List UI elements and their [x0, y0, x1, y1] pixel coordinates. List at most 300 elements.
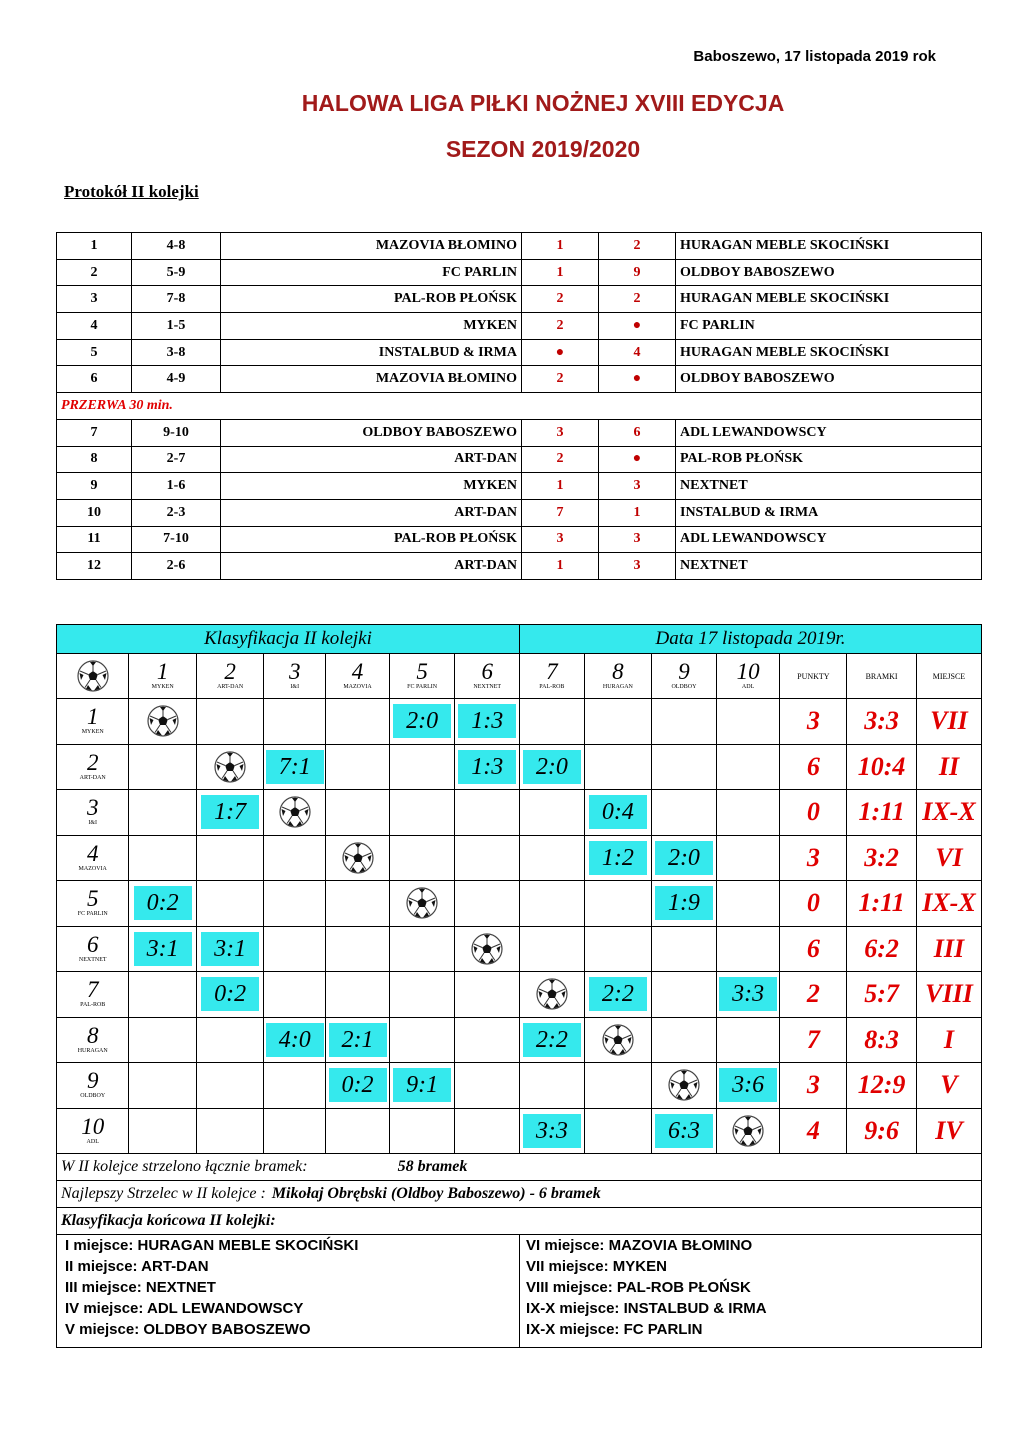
stat-header-pts: PUNKTY — [780, 654, 847, 699]
team-place: VIII — [916, 972, 981, 1018]
home-score: 7 — [522, 499, 599, 526]
team-short-name: MYKEN — [151, 684, 174, 690]
match-pairing: 2-6 — [132, 553, 221, 580]
match-result: 9:1 — [393, 1068, 451, 1102]
team-row — [57, 699, 982, 745]
team-number: 6 — [481, 659, 493, 684]
final-classification-row — [57, 1235, 982, 1348]
result-cell — [520, 699, 585, 745]
result-cell — [455, 1108, 520, 1154]
result-cell — [584, 1108, 651, 1154]
result-cell — [584, 972, 651, 1018]
team-number: 6 — [86, 931, 99, 957]
matches-table — [56, 232, 982, 580]
result-cell — [716, 790, 780, 836]
result-cell — [716, 744, 780, 790]
away-team: HURAGAN MEBLE SKOCIŃSKI — [676, 233, 982, 260]
home-team: ART-DAN — [221, 553, 522, 580]
home-team: MAZOVIA BŁOMINO — [221, 366, 522, 393]
result-cell — [196, 1017, 263, 1063]
team-pts: 6 — [780, 926, 847, 972]
match-result: 0:2 — [134, 886, 192, 920]
team-goals: 12:9 — [847, 1063, 917, 1109]
result-cell — [196, 926, 263, 972]
team-pts: 2 — [780, 972, 847, 1018]
result-cell — [652, 926, 717, 972]
result-cell — [129, 835, 196, 881]
match-result: 1:7 — [201, 795, 259, 829]
result-cell — [264, 1063, 326, 1109]
match-number: 12 — [57, 553, 132, 580]
soccer-ball-icon — [668, 1069, 700, 1101]
final-place-line: III miejsce: NEXTNET — [65, 1279, 216, 1296]
result-cell — [584, 1063, 651, 1109]
away-score: 1 — [599, 499, 676, 526]
result-cell — [520, 1108, 585, 1154]
team-row — [57, 972, 982, 1018]
result-cell — [129, 744, 196, 790]
team-row — [57, 1063, 982, 1109]
row-header-team — [57, 790, 129, 836]
classification-date: Data 17 listopada 2019r. — [520, 625, 982, 654]
result-cell — [455, 1017, 520, 1063]
match-result: 0:2 — [201, 977, 259, 1011]
match-number: 9 — [57, 473, 132, 500]
result-cell — [520, 790, 585, 836]
classification-header-row — [57, 625, 982, 654]
team-pts: 0 — [780, 790, 847, 836]
result-cell — [520, 881, 585, 927]
result-cell — [652, 1017, 717, 1063]
row-header-team — [57, 699, 129, 745]
match-number: 1 — [57, 233, 132, 260]
result-cell — [326, 926, 390, 972]
away-team: INSTALBUD & IRMA — [676, 499, 982, 526]
team-number: 7 — [86, 977, 99, 1003]
team-short-name: FC PARLIN — [77, 911, 108, 918]
result-cell — [652, 790, 717, 836]
final-place-line: V miejsce: OLDBOY BABOSZEWO — [65, 1321, 311, 1338]
match-result: 1:2 — [589, 841, 647, 875]
result-cell — [196, 744, 263, 790]
team-short-name: OLDBOY — [80, 1093, 106, 1100]
home-score: 3 — [522, 526, 599, 553]
result-cell — [196, 881, 263, 927]
corner-cell — [57, 654, 129, 699]
match-result: 2:0 — [523, 750, 581, 784]
match-row — [57, 419, 982, 446]
column-header-team — [264, 654, 326, 699]
away-score: 3 — [599, 473, 676, 500]
team-short-name: PAL-ROB — [539, 684, 565, 690]
match-result: 2:1 — [329, 1023, 387, 1057]
result-cell — [326, 881, 390, 927]
team-pts: 0 — [780, 881, 847, 927]
home-score: 1 — [522, 259, 599, 286]
result-cell — [196, 1063, 263, 1109]
team-number: 5 — [86, 886, 99, 912]
match-row — [57, 553, 982, 580]
team-number: 9 — [86, 1068, 99, 1094]
team-pts: 3 — [780, 1063, 847, 1109]
column-header-team — [326, 654, 390, 699]
column-header-team — [455, 654, 520, 699]
team-goals: 9:6 — [847, 1108, 917, 1154]
team-number: 8 — [612, 659, 624, 684]
stat-header-place: MIEJSCE — [916, 654, 981, 699]
match-result: 2:2 — [589, 977, 647, 1011]
protocol-title: Protokół II kolejki — [64, 182, 199, 201]
team-number: 2 — [224, 659, 236, 684]
result-cell — [716, 881, 780, 927]
home-score: 1 — [522, 233, 599, 260]
away-team: ADL LEWANDOWSCY — [676, 419, 982, 446]
team-number: 1 — [86, 704, 99, 730]
team-row — [57, 926, 982, 972]
result-cell — [520, 926, 585, 972]
column-header-team — [520, 654, 585, 699]
result-cell — [264, 1108, 326, 1154]
match-result: 2:2 — [523, 1023, 581, 1057]
match-result: 7:1 — [266, 750, 324, 784]
team-short-name: I&I — [88, 820, 98, 827]
result-cell — [129, 926, 196, 972]
final-right — [520, 1235, 982, 1348]
team-row — [57, 1017, 982, 1063]
home-score: 2 — [522, 366, 599, 393]
match-number: 10 — [57, 499, 132, 526]
result-cell — [455, 699, 520, 745]
team-short-name: HURAGAN — [77, 1047, 108, 1054]
home-score: 2 — [522, 313, 599, 340]
home-team: PAL-ROB PŁOŃSK — [221, 526, 522, 553]
away-score: 3 — [599, 553, 676, 580]
result-cell — [326, 835, 390, 881]
final-place-line: IX-X miejsce: FC PARLIN — [526, 1321, 703, 1338]
result-cell — [389, 744, 455, 790]
match-result: 3:1 — [134, 932, 192, 966]
away-score: 2 — [599, 233, 676, 260]
match-row — [57, 526, 982, 553]
match-pairing: 2-3 — [132, 499, 221, 526]
team-pts: 3 — [780, 835, 847, 881]
result-cell — [129, 699, 196, 745]
total-goals-value: 58 bramek — [397, 1158, 468, 1175]
away-score: ● — [599, 366, 676, 393]
soccer-ball-icon — [406, 887, 438, 919]
result-cell — [326, 1108, 390, 1154]
team-row — [57, 835, 982, 881]
top-scorer-row — [57, 1181, 982, 1208]
away-score: 9 — [599, 259, 676, 286]
result-cell — [389, 881, 455, 927]
result-cell — [389, 790, 455, 836]
away-team: OLDBOY BABOSZEWO — [676, 259, 982, 286]
title-league: HALOWA LIGA PIŁKI NOŻNEJ XVIII EDYCJA — [301, 90, 785, 116]
result-cell — [455, 790, 520, 836]
result-cell — [652, 835, 717, 881]
top-scorer-label: Najlepszy Strzelec w II kolejce : — [61, 1185, 266, 1202]
team-short-name: MAZOVIA — [343, 684, 372, 690]
team-place: II — [916, 744, 981, 790]
team-goals: 10:4 — [847, 744, 917, 790]
row-header-team — [57, 926, 129, 972]
result-cell — [652, 972, 717, 1018]
match-result: 1:3 — [458, 750, 516, 784]
top-scorer — [57, 1181, 982, 1208]
column-header-team — [389, 654, 455, 699]
result-cell — [584, 744, 651, 790]
match-result: 0:4 — [589, 795, 647, 829]
team-short-name: MAZOVIA — [78, 865, 107, 872]
final-place-line: IX-X miejsce: INSTALBUD & IRMA — [526, 1300, 767, 1317]
match-pairing: 7-8 — [132, 286, 221, 313]
result-cell — [389, 1063, 455, 1109]
team-short-name: OLDBOY — [671, 684, 697, 690]
result-cell — [264, 699, 326, 745]
soccer-ball-icon — [471, 933, 503, 965]
final-title-row — [57, 1208, 982, 1235]
result-cell — [652, 1063, 717, 1109]
home-team: INSTALBUD & IRMA — [221, 339, 522, 366]
match-number: 7 — [57, 419, 132, 446]
home-score: 3 — [522, 419, 599, 446]
result-cell — [389, 1108, 455, 1154]
away-score: ● — [599, 313, 676, 340]
away-score: 4 — [599, 339, 676, 366]
team-goals: 1:11 — [847, 881, 917, 927]
result-cell — [455, 972, 520, 1018]
result-cell — [389, 699, 455, 745]
result-cell — [389, 926, 455, 972]
team-number: 2 — [86, 749, 99, 775]
match-number: 6 — [57, 366, 132, 393]
result-cell — [716, 926, 780, 972]
team-goals: 5:7 — [847, 972, 917, 1018]
final-left — [57, 1235, 520, 1348]
result-cell — [389, 1017, 455, 1063]
result-cell — [584, 881, 651, 927]
final-place-line: IV miejsce: ADL LEWANDOWSCY — [65, 1300, 304, 1317]
team-pts: 3 — [780, 699, 847, 745]
team-pts: 4 — [780, 1108, 847, 1154]
away-score: 2 — [599, 286, 676, 313]
result-cell — [652, 1108, 717, 1154]
team-row — [57, 790, 982, 836]
team-goals: 6:2 — [847, 926, 917, 972]
team-number: 10 — [81, 1113, 105, 1139]
match-row — [57, 259, 982, 286]
team-place: IV — [916, 1108, 981, 1154]
stat-header-goals: BRAMKI — [847, 654, 917, 699]
result-cell — [264, 790, 326, 836]
team-goals: 3:2 — [847, 835, 917, 881]
home-score: 2 — [522, 446, 599, 473]
result-cell — [520, 835, 585, 881]
team-place: VI — [916, 835, 981, 881]
soccer-ball-icon — [602, 1024, 634, 1056]
match-result: 2:0 — [655, 841, 713, 875]
result-cell — [455, 1063, 520, 1109]
result-cell — [129, 972, 196, 1018]
match-result: 0:2 — [329, 1068, 387, 1102]
column-header-team — [716, 654, 780, 699]
result-cell — [652, 699, 717, 745]
result-cell — [389, 972, 455, 1018]
result-cell — [264, 1017, 326, 1063]
team-number: 10 — [736, 659, 760, 684]
row-header-team — [57, 1063, 129, 1109]
result-cell — [716, 835, 780, 881]
result-cell — [584, 699, 651, 745]
break-row — [57, 393, 982, 420]
match-result: 2:0 — [393, 704, 451, 738]
team-row — [57, 744, 982, 790]
team-number: 4 — [351, 659, 364, 684]
team-short-name: FC PARLIN — [407, 684, 438, 690]
break-label: PRZERWA 30 min. — [57, 393, 982, 420]
result-cell — [326, 790, 390, 836]
home-score: 1 — [522, 473, 599, 500]
home-team: PAL-ROB PŁOŃSK — [221, 286, 522, 313]
team-pts: 7 — [780, 1017, 847, 1063]
away-team: FC PARLIN — [676, 313, 982, 340]
match-row — [57, 473, 982, 500]
soccer-ball-icon — [536, 978, 568, 1010]
away-team: NEXTNET — [676, 473, 982, 500]
match-result: 3:3 — [719, 977, 777, 1011]
result-cell — [652, 744, 717, 790]
result-cell — [716, 972, 780, 1018]
result-cell — [520, 972, 585, 1018]
result-cell — [455, 835, 520, 881]
match-number: 5 — [57, 339, 132, 366]
result-cell — [326, 972, 390, 1018]
result-cell — [129, 881, 196, 927]
row-header-team — [57, 835, 129, 881]
match-result: 3:3 — [523, 1114, 581, 1148]
title-season: SEZON 2019/2020 — [445, 136, 641, 162]
away-score: 6 — [599, 419, 676, 446]
match-pairing: 4-9 — [132, 366, 221, 393]
result-cell — [326, 1063, 390, 1109]
soccer-ball-icon — [342, 842, 374, 874]
away-team: PAL-ROB PŁOŃSK — [676, 446, 982, 473]
final-place-line: I miejsce: HURAGAN MEBLE SKOCIŃSKI — [65, 1237, 359, 1254]
result-cell — [196, 835, 263, 881]
team-row — [57, 1108, 982, 1154]
team-short-name: PAL-ROB — [80, 1002, 106, 1009]
result-cell — [455, 744, 520, 790]
team-place: III — [916, 926, 981, 972]
result-cell — [584, 926, 651, 972]
row-header-team — [57, 1017, 129, 1063]
result-cell — [196, 699, 263, 745]
team-number: 3 — [289, 659, 301, 684]
match-pairing: 9-10 — [132, 419, 221, 446]
result-cell — [520, 1063, 585, 1109]
result-cell — [264, 881, 326, 927]
away-team: HURAGAN MEBLE SKOCIŃSKI — [676, 339, 982, 366]
place-date: Baboszewo, 17 listopada 2019 rok — [693, 48, 936, 65]
result-cell — [584, 790, 651, 836]
result-cell — [652, 881, 717, 927]
result-cell — [455, 926, 520, 972]
away-team: NEXTNET — [676, 553, 982, 580]
result-cell — [264, 744, 326, 790]
team-goals: 3:3 — [847, 699, 917, 745]
match-number: 11 — [57, 526, 132, 553]
row-header-team — [57, 744, 129, 790]
team-number: 5 — [416, 659, 428, 684]
total-goals-label-text: W II kolejce strzelono łącznie bramek: — [61, 1158, 308, 1175]
team-goals: 8:3 — [847, 1017, 917, 1063]
match-result: 1:3 — [458, 704, 516, 738]
match-number: 2 — [57, 259, 132, 286]
top-scorer-value: Mikołaj Obrębski (Oldboy Baboszewo) - 6 bramek — [271, 1185, 601, 1202]
result-cell — [129, 1017, 196, 1063]
match-row — [57, 499, 982, 526]
home-team: MAZOVIA BŁOMINO — [221, 233, 522, 260]
team-row — [57, 881, 982, 927]
result-cell — [129, 790, 196, 836]
match-number: 8 — [57, 446, 132, 473]
soccer-ball-icon — [147, 705, 179, 737]
match-result: 3:1 — [201, 932, 259, 966]
column-header-team — [584, 654, 651, 699]
team-short-name: ART-DAN — [217, 684, 244, 690]
result-cell — [264, 972, 326, 1018]
soccer-ball-icon — [77, 660, 109, 692]
team-short-name: ADL — [86, 1138, 99, 1145]
team-number: 3 — [86, 795, 99, 821]
match-pairing: 1-5 — [132, 313, 221, 340]
match-pairing: 7-10 — [132, 526, 221, 553]
match-row — [57, 366, 982, 393]
row-header-team — [57, 972, 129, 1018]
home-team: FC PARLIN — [221, 259, 522, 286]
match-pairing: 3-8 — [132, 339, 221, 366]
row-header-team — [57, 881, 129, 927]
result-cell — [520, 1017, 585, 1063]
column-header-row — [57, 654, 982, 699]
match-row — [57, 286, 982, 313]
result-cell — [389, 835, 455, 881]
team-goals: 1:11 — [847, 790, 917, 836]
team-place: V — [916, 1063, 981, 1109]
match-result: 4:0 — [266, 1023, 324, 1057]
away-score: 3 — [599, 526, 676, 553]
result-cell — [264, 926, 326, 972]
result-cell — [196, 1108, 263, 1154]
away-score: ● — [599, 446, 676, 473]
match-number: 3 — [57, 286, 132, 313]
team-place: IX-X — [916, 790, 981, 836]
team-pts: 6 — [780, 744, 847, 790]
column-header-team — [652, 654, 717, 699]
team-short-name: ADL — [741, 684, 755, 690]
team-short-name: I&I — [290, 684, 300, 690]
away-team: OLDBOY BABOSZEWO — [676, 366, 982, 393]
match-result: 1:9 — [655, 886, 713, 920]
home-team: ART-DAN — [221, 499, 522, 526]
away-team: HURAGAN MEBLE SKOCIŃSKI — [676, 286, 982, 313]
match-row — [57, 446, 982, 473]
total-goals-row — [57, 1154, 982, 1181]
result-cell — [129, 1108, 196, 1154]
match-pairing: 5-9 — [132, 259, 221, 286]
home-score: 1 — [522, 553, 599, 580]
